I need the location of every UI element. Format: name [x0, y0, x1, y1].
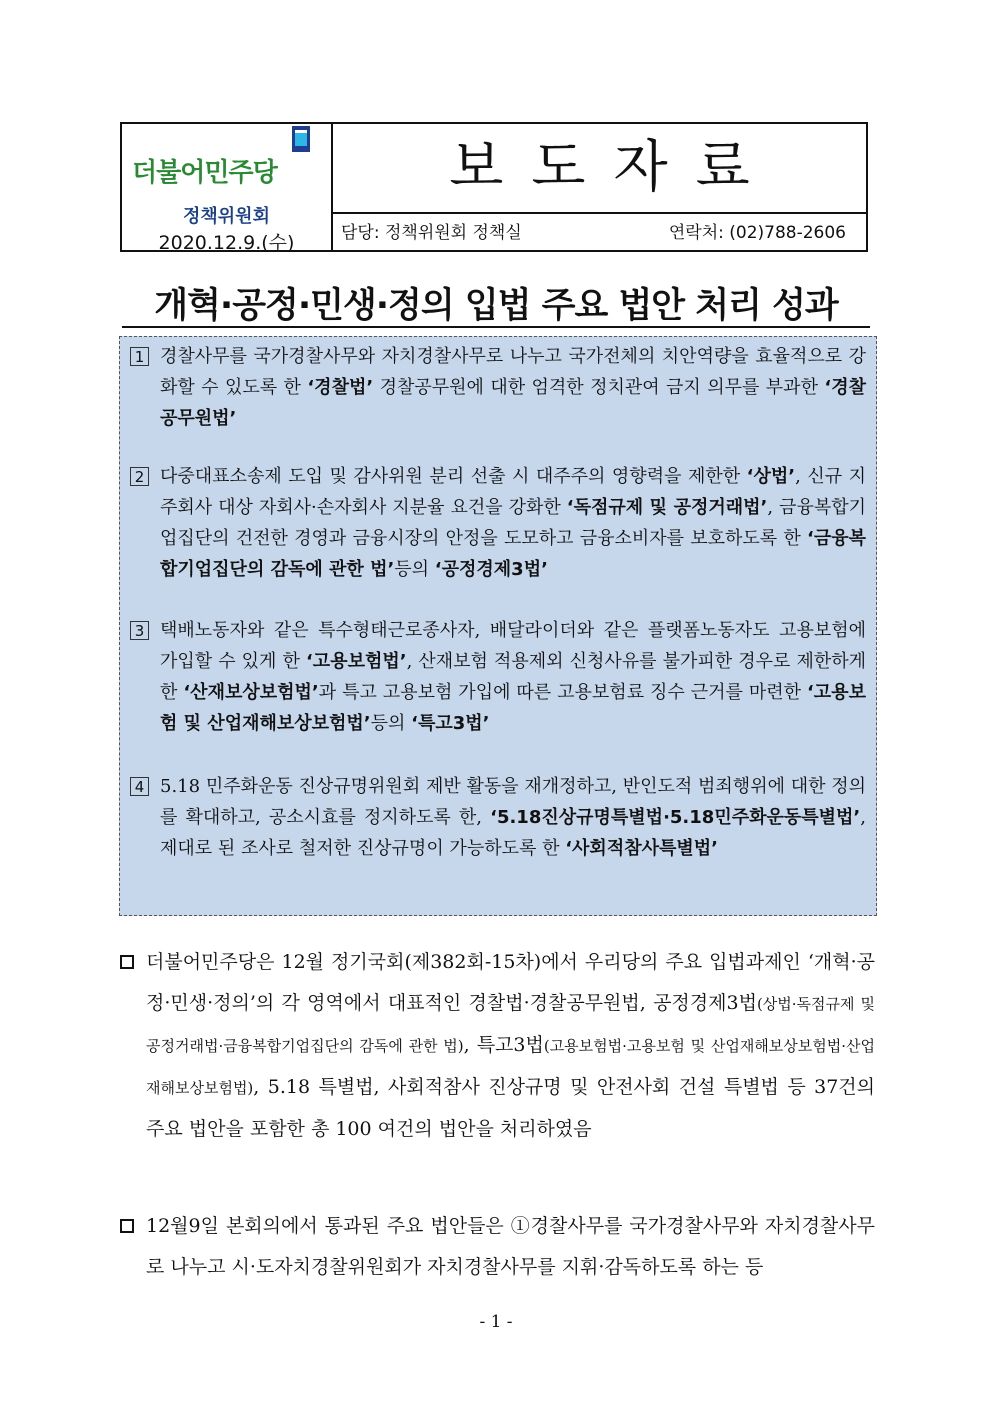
- text-segment: (상법·독점규제 및 공정거래법·금융복합기업집단의 감독에 관한 법): [146, 995, 875, 1055]
- item-number-box: 1: [130, 347, 149, 366]
- law-name: ‘경찰법’: [307, 377, 374, 398]
- party-logo-block: [122, 124, 333, 254]
- party-logo-icon: [292, 126, 310, 152]
- press-release-title: 보도자료: [333, 124, 866, 214]
- law-name: ‘경찰공무원법’: [160, 377, 866, 429]
- text-segment: (고용보험법·고용보험 및 산업재해보상보험법·산업재해보상보험법): [146, 1037, 875, 1097]
- body-paragraph: [120, 1206, 875, 1288]
- text-segment: 등의: [370, 713, 412, 734]
- summary-item: [130, 461, 866, 585]
- item-number-box: 2: [130, 467, 149, 486]
- text-segment: , 특고3법: [463, 1034, 544, 1056]
- text-segment: , 신규 지주회사 대상 자회사·손자회사 지분율 요건을 강화한: [160, 466, 866, 518]
- text-segment: 경찰공무원에 대한 엄격한 정치관여 금지 의무를 부과한: [373, 377, 825, 398]
- paragraph-text: [146, 1206, 875, 1288]
- text-segment: 과 특고 고용보험 가입에 따른 고용보험료 징수 근거를 마련한: [318, 682, 807, 703]
- contact-row: [341, 218, 846, 243]
- text-segment: 12월9일 본회의에서 통과된 주요 법안들은 ①경찰사무를 국가경찰사무와 자치경찰사무로 나누고 시·도자치경찰위원회가 자치경찰사무를 지휘·감독하도록 하는 등: [146, 1215, 875, 1278]
- text-segment: 택배노동자와 같은 특수형태근로종사자, 배달라이더와 같은 플랫폼노동자도 고용보험에 가입할 수 있게 한: [160, 620, 866, 672]
- paragraph-text: [146, 942, 875, 1150]
- document-title: 개혁·공정·민생·정의 입법 주요 법안 처리 성과: [154, 286, 838, 326]
- law-name: ‘사회적참사특별법’: [565, 838, 718, 859]
- summary-item-text: [160, 341, 866, 434]
- summary-item-text: [160, 615, 866, 739]
- summary-box: [119, 336, 877, 916]
- item-number-box: 3: [130, 621, 149, 640]
- law-name: ‘독점규제 및 공정거래법’: [566, 497, 768, 518]
- contact-phone: 연락처: (02)788-2606: [668, 223, 846, 243]
- press-title-block: [333, 124, 866, 250]
- law-name: ‘고용보험 및 산업재해보상보험법’: [160, 682, 866, 734]
- committee-name: 정책위원회: [183, 206, 270, 227]
- summary-item: [130, 615, 866, 739]
- text-segment: 경찰사무를 국가경찰사무와 자치경찰사무로 나누고 국가전체의 치안역량을 효율적으로 강화할 수 있도록 한: [160, 346, 866, 398]
- square-bullet-icon: [120, 955, 134, 969]
- law-name: ‘특고3법’: [411, 713, 490, 734]
- text-segment: , 금융복합기업집단의 건전한 경영과 금융시장의 안정을 도모하고 금융소비자를 보호하도록 한: [160, 497, 866, 549]
- text-segment: , 제대로 된 조사로 철저한 진상규명이 가능하도록 한: [160, 807, 866, 859]
- summary-item-text: [160, 771, 866, 864]
- press-header: [120, 122, 868, 252]
- law-name: ‘공정경제3법’: [434, 559, 548, 580]
- summary-item-text: [160, 461, 866, 585]
- page-number: - 1 -: [479, 1312, 513, 1332]
- law-name: ‘금융복합기업집단의 감독에 관한 법’: [160, 528, 866, 580]
- law-name: ‘고용보험법’: [305, 651, 407, 672]
- text-segment: , 산재보험 적용제외 신청사유를 불가피한 경우로 제한하게 한: [160, 651, 866, 703]
- text-segment: , 5.18 특별법, 사회적참사 진상규명 및 안전사회 건설 특별법 등 37건의 주요 법안을 포함한 총 100 여건의 법안을 처리하였음: [146, 1076, 875, 1140]
- summary-item: [130, 341, 866, 434]
- body-paragraph: [120, 942, 875, 1150]
- square-bullet-icon: [120, 1219, 134, 1233]
- title-underline: [122, 326, 870, 328]
- law-name: ‘산재보상보험법’: [183, 682, 319, 703]
- summary-item: [130, 771, 866, 864]
- text-segment: 5.18 민주화운동 진상규명위원회 제반 활동을 재개정하고, 반인도적 범죄행위에 대한 정의를 확대하고, 공소시효를 정지하도록 한,: [160, 776, 866, 828]
- contact-department: 담당: 정책위원회 정책실: [341, 223, 522, 243]
- text-segment: 다중대표소송제 도입 및 감사위원 분리 선출 시 대주주의 영향력을 제한한: [160, 466, 747, 487]
- party-name: 더불어민주당: [132, 158, 277, 188]
- item-number-box: 4: [130, 777, 149, 796]
- release-date: 2020.12.9.(수): [158, 232, 295, 254]
- text-segment: 더불어민주당은 12월 정기국회(제382회-15차)에서 우리당의 주요 입법과제인 ‘개혁·공정·민생·정의’의 각 영역에서 대표적인 경찰법·경찰공무원법, 공정경제3법: [146, 951, 875, 1014]
- law-name: ‘상법’: [746, 466, 796, 487]
- text-segment: 등의: [394, 559, 435, 580]
- law-name: ‘5.18진상규명특별법·5.18민주화운동특별법’: [490, 807, 861, 828]
